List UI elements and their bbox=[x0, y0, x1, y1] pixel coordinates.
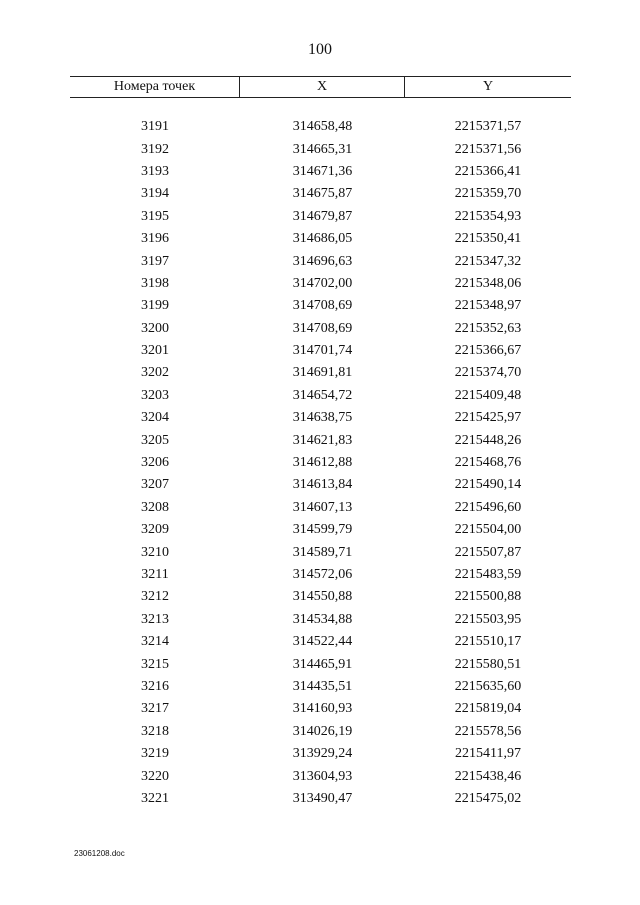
table-row bbox=[70, 765, 571, 787]
y-value: 2215366,41 bbox=[454, 163, 522, 179]
y-value: 2215475,02 bbox=[454, 790, 522, 806]
x-value: 314708,69 bbox=[292, 298, 353, 314]
header-point-number: Номера точек bbox=[70, 77, 240, 97]
y-value: 2215496,60 bbox=[454, 499, 522, 515]
table-row bbox=[70, 138, 571, 160]
x-value: 314671,36 bbox=[292, 163, 353, 179]
point-number: 3195 bbox=[141, 208, 169, 224]
x-value: 314708,69 bbox=[292, 320, 353, 336]
y-value: 2215374,70 bbox=[454, 365, 522, 381]
y-value: 2215352,63 bbox=[454, 320, 522, 336]
footer-filename: 23061208.doc bbox=[74, 849, 125, 858]
point-number: 3194 bbox=[141, 186, 169, 202]
y-value: 2215578,56 bbox=[454, 723, 522, 739]
x-value: 314572,06 bbox=[292, 567, 353, 582]
point-number: 3220 bbox=[141, 768, 169, 784]
point-number: 3202 bbox=[141, 365, 169, 381]
point-number: 3217 bbox=[141, 701, 169, 717]
point-number: 3210 bbox=[141, 544, 169, 560]
table-row bbox=[70, 407, 571, 429]
x-value: 314621,83 bbox=[292, 432, 353, 448]
table-row bbox=[70, 541, 571, 563]
point-number: 3191 bbox=[141, 119, 169, 135]
point-number: 3215 bbox=[141, 656, 169, 672]
point-number: 3214 bbox=[141, 634, 169, 650]
point-number: 3213 bbox=[141, 611, 169, 627]
x-value: 314613,84 bbox=[292, 477, 353, 493]
table-row bbox=[70, 183, 571, 205]
x-value: 314696,63 bbox=[292, 253, 353, 269]
y-value: 2215354,93 bbox=[454, 208, 522, 224]
point-number: 3197 bbox=[141, 253, 169, 269]
y-value: 2215503,95 bbox=[454, 611, 522, 627]
table-row bbox=[70, 653, 571, 675]
y-value: 2215359,70 bbox=[454, 186, 522, 202]
table-row bbox=[70, 206, 571, 228]
y-value: 2215425,97 bbox=[454, 410, 522, 426]
table-row bbox=[70, 273, 571, 295]
x-value: 314522,44 bbox=[292, 634, 353, 650]
y-value: 2215448,26 bbox=[454, 432, 522, 448]
y-value: 2215507,87 bbox=[454, 544, 522, 560]
point-number: 3209 bbox=[141, 522, 169, 538]
x-value: 314160,93 bbox=[292, 701, 353, 717]
x-value: 313929,24 bbox=[292, 746, 353, 762]
x-value: 314691,81 bbox=[292, 365, 353, 381]
y-value: 2215438,46 bbox=[454, 768, 522, 784]
x-value: 314686,05 bbox=[292, 231, 353, 247]
x-value: 314607,13 bbox=[292, 499, 353, 515]
point-number: 3218 bbox=[141, 723, 169, 739]
point-number: 3205 bbox=[141, 432, 169, 448]
x-value: 314701,74 bbox=[292, 343, 353, 359]
y-value: 2215409,48 bbox=[454, 387, 522, 403]
table-row bbox=[70, 362, 571, 384]
y-value: 2215371,56 bbox=[454, 141, 522, 157]
table-row bbox=[70, 295, 571, 317]
y-value: 2215483,59 bbox=[454, 567, 522, 582]
x-value: 314702,00 bbox=[292, 275, 353, 291]
table-row bbox=[70, 250, 571, 272]
table-row bbox=[70, 586, 571, 608]
point-number: 3206 bbox=[141, 455, 169, 471]
y-value: 2215366,67 bbox=[454, 343, 522, 359]
point-number: 3201 bbox=[141, 343, 169, 359]
x-value: 314679,87 bbox=[292, 208, 353, 224]
y-value: 2215371,57 bbox=[454, 119, 522, 135]
point-number: 3193 bbox=[141, 163, 169, 179]
header-x: X bbox=[240, 77, 405, 97]
point-number: 3219 bbox=[141, 746, 169, 762]
table-row bbox=[70, 743, 571, 765]
table-header bbox=[70, 76, 571, 98]
point-number: 3211 bbox=[141, 567, 169, 582]
x-value: 314638,75 bbox=[292, 410, 353, 426]
point-number: 3192 bbox=[141, 141, 169, 157]
x-value: 314599,79 bbox=[292, 522, 353, 538]
x-value: 314589,71 bbox=[292, 544, 353, 560]
y-value: 2215819,04 bbox=[454, 701, 522, 717]
table-row bbox=[70, 721, 571, 743]
x-value: 314675,87 bbox=[292, 186, 353, 202]
table-row bbox=[70, 564, 571, 586]
table-row bbox=[70, 340, 571, 362]
point-number: 3199 bbox=[141, 298, 169, 314]
y-value: 2215348,06 bbox=[454, 275, 522, 291]
table-row bbox=[70, 609, 571, 631]
point-number: 3198 bbox=[141, 275, 169, 291]
y-value: 2215580,51 bbox=[454, 656, 522, 672]
y-value: 2215347,32 bbox=[454, 253, 522, 269]
point-number: 3204 bbox=[141, 410, 169, 426]
point-number: 3200 bbox=[141, 320, 169, 336]
table-row bbox=[70, 385, 571, 407]
x-value: 314654,72 bbox=[292, 387, 353, 403]
table-row bbox=[70, 497, 571, 519]
x-value: 314550,88 bbox=[292, 589, 353, 605]
table-row bbox=[70, 519, 571, 541]
point-number: 3208 bbox=[141, 499, 169, 515]
point-number: 3196 bbox=[141, 231, 169, 247]
table-row bbox=[70, 631, 571, 653]
table-row bbox=[70, 676, 571, 698]
table-row bbox=[70, 452, 571, 474]
y-value: 2215348,97 bbox=[454, 298, 522, 314]
x-value: 314534,88 bbox=[292, 611, 353, 627]
point-number: 3212 bbox=[141, 589, 169, 605]
point-number: 3221 bbox=[141, 790, 169, 806]
header-y: Y bbox=[482, 79, 494, 94]
x-value: 313490,47 bbox=[292, 790, 353, 806]
y-value: 2215490,14 bbox=[454, 477, 522, 493]
table-row bbox=[70, 429, 571, 451]
table-row bbox=[70, 116, 571, 138]
y-value: 2215411,97 bbox=[455, 746, 521, 762]
table-row bbox=[70, 788, 571, 810]
y-value: 2215468,76 bbox=[454, 455, 522, 471]
coordinates-table-body bbox=[70, 116, 571, 810]
x-value: 314465,91 bbox=[292, 656, 353, 672]
x-value: 314026,19 bbox=[292, 723, 353, 739]
point-number: 3216 bbox=[141, 678, 169, 694]
point-number: 3207 bbox=[141, 477, 169, 493]
table-row bbox=[70, 228, 571, 250]
y-value: 2215635,60 bbox=[454, 678, 522, 694]
y-value: 2215504,00 bbox=[454, 522, 522, 538]
x-value: 314435,51 bbox=[292, 678, 353, 694]
table-row bbox=[70, 474, 571, 496]
table-row bbox=[70, 698, 571, 720]
y-value: 2215350,41 bbox=[454, 231, 522, 247]
y-value: 2215510,17 bbox=[454, 634, 522, 650]
table-row bbox=[70, 318, 571, 340]
y-value: 2215500,88 bbox=[454, 589, 522, 605]
x-value: 314665,31 bbox=[292, 141, 353, 157]
table-row bbox=[70, 161, 571, 183]
x-value: 314658,48 bbox=[292, 119, 353, 135]
x-value: 313604,93 bbox=[292, 768, 353, 784]
page-number: 100 bbox=[308, 41, 332, 58]
x-value: 314612,88 bbox=[292, 455, 353, 471]
point-number: 3203 bbox=[141, 387, 169, 403]
